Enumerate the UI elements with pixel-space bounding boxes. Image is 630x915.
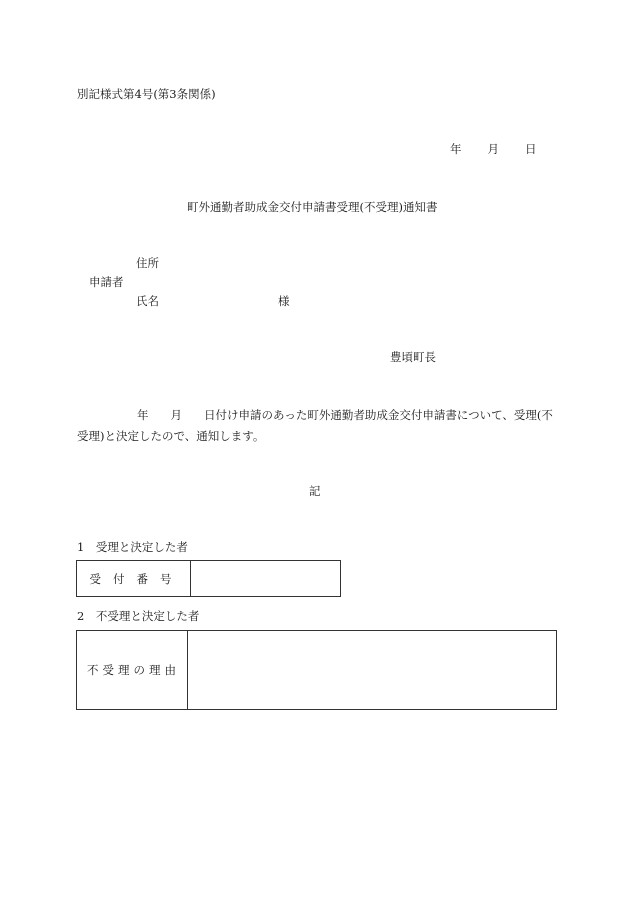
reception-number-label: 受付番号 [77, 561, 191, 597]
notice-body [77, 405, 559, 447]
ki-marker: 記 [309, 484, 321, 498]
date-month: 月 [487, 142, 499, 156]
rejection-table [76, 630, 557, 710]
body-text: 日付け申請のあった町外通勤者助成金交付申請書について、受理(不受理)と決定したので、通知します。 [77, 408, 553, 443]
document-title: 町外通勤者助成金交付申請書受理(不受理)通知書 [187, 200, 438, 214]
form-number-label: 別記様式第4号(第3条関係) [77, 87, 216, 101]
section1-heading: 1 受理と決定した者 [77, 540, 188, 554]
rejection-reason-label: 不受理の理由 [77, 631, 188, 710]
date-line [450, 141, 537, 157]
body-year: 年 [137, 408, 149, 422]
address-label: 住所 [136, 256, 159, 270]
body-month: 月 [170, 408, 182, 422]
reception-table [76, 560, 341, 597]
rejection-reason-value [188, 631, 557, 710]
name-label: 氏名 [136, 294, 159, 308]
date-year: 年 [450, 142, 462, 156]
honorific-label: 様 [278, 294, 290, 308]
section2-heading: 2 不受理と決定した者 [77, 609, 200, 623]
date-day: 日 [525, 142, 537, 156]
issuer-name: 豊頃町長 [390, 350, 436, 364]
reception-number-value [191, 561, 341, 597]
applicant-label: 申請者 [89, 275, 124, 289]
